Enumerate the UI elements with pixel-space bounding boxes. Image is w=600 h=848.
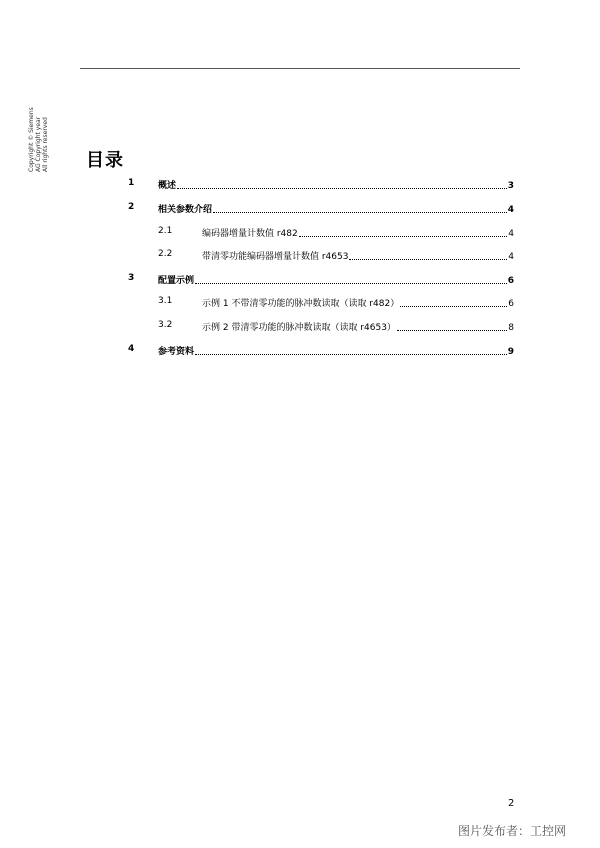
copyright-notice: [28, 100, 49, 172]
toc-entry-number: 2.2: [158, 249, 173, 259]
toc-title: 目录: [86, 150, 124, 171]
toc-entry-label: 示例 1 不带清零功能的脉冲数读取（读取 r482）: [202, 299, 400, 309]
dot-leader: [299, 236, 508, 237]
copyright-line-3: All rights reserved: [42, 117, 49, 172]
toc-entry-label: 参考资料: [158, 347, 195, 357]
toc-entry-label: 示例 2 带清零功能的脉冲数读取（读取 r4653）: [202, 323, 396, 333]
page-number: 2: [508, 798, 515, 809]
toc-entry-label: 概述: [158, 181, 177, 191]
toc-entry-page: 4: [507, 205, 514, 215]
dot-leader: [400, 306, 507, 307]
dot-leader: [195, 354, 507, 355]
copyright-line-1: Copyright © Siemens: [28, 107, 35, 172]
toc-entry-number: 4: [128, 344, 135, 354]
toc-entry-1[interactable]: [0, 176, 600, 192]
toc-entry-4[interactable]: [0, 342, 600, 358]
toc-entry-page: 8: [508, 323, 514, 333]
toc-entry-number: 3.2: [158, 320, 173, 330]
toc-entry-page: 3: [507, 181, 514, 191]
toc-entry-label: 带清零功能编码器增量计数值 r4653: [202, 252, 349, 262]
toc-entry-number: 3.1: [158, 296, 173, 306]
toc-entry-page: 4: [508, 252, 514, 262]
toc-entry-number: 2: [128, 202, 135, 212]
toc-entry-page: 6: [507, 276, 514, 286]
dot-leader: [213, 212, 507, 213]
toc-entry-label: 编码器增量计数值 r482: [202, 229, 298, 239]
publisher-watermark: 图片发布者：工控网: [458, 824, 567, 838]
copyright-line-2: AG Copyright year: [35, 116, 42, 172]
toc-entry-number: 3: [128, 273, 135, 283]
toc-entry-page: 9: [507, 347, 514, 357]
toc-entry-number: 2.1: [158, 226, 173, 236]
toc-entry-label: 相关参数介绍: [158, 205, 213, 215]
toc-entry-2[interactable]: [0, 200, 600, 216]
toc-entry-3[interactable]: [0, 271, 600, 287]
toc-entry-label: 配置示例: [158, 276, 195, 286]
header-rule: [80, 68, 520, 69]
toc-entry-page: 6: [508, 299, 514, 309]
toc-entry-2-2[interactable]: [0, 247, 600, 263]
toc-entry-2-1[interactable]: [0, 224, 600, 240]
toc-entry-page: 4: [508, 229, 514, 239]
toc-entry-3-2[interactable]: [0, 318, 600, 334]
dot-leader: [195, 283, 507, 284]
toc-entry-number: 1: [128, 178, 135, 188]
toc-entry-3-1[interactable]: [0, 294, 600, 310]
dot-leader: [177, 188, 507, 189]
dot-leader: [397, 330, 507, 331]
dot-leader: [349, 259, 507, 260]
